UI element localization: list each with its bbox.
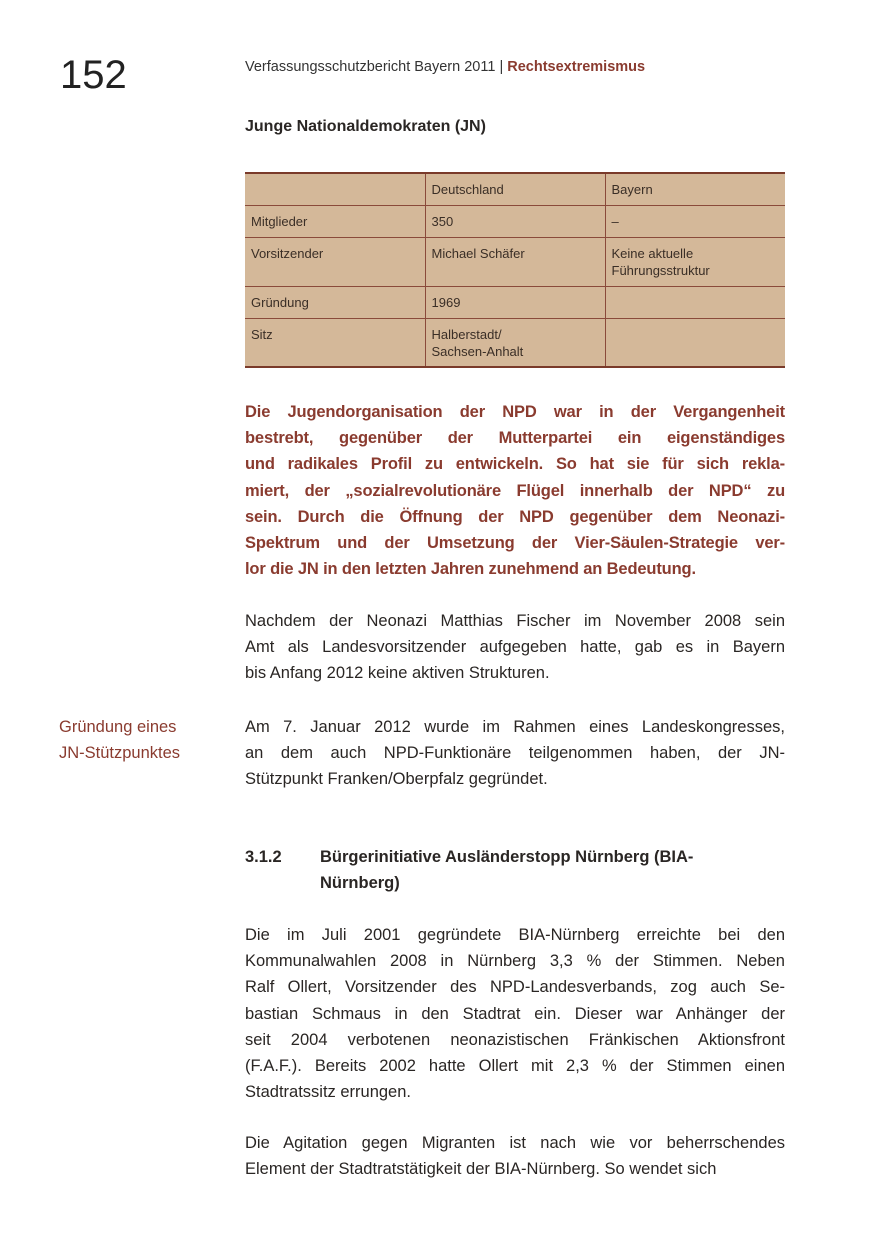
- table-cell: Bayern: [605, 173, 785, 205]
- page-number: 152: [60, 53, 127, 97]
- paragraph-line: Die im Juli 2001 gegründete BIA-Nürnberg erreichte bei den: [245, 926, 785, 944]
- table-cell: Gründung: [245, 286, 425, 318]
- subsection-title: Junge Nationaldemokraten (JN): [245, 118, 486, 135]
- paragraph-line: Nachdem der Neonazi Matthias Fischer im November 2008 sein: [245, 612, 785, 630]
- paragraph-line: Am 7. Januar 2012 wurde im Rahmen eines Landeskongresses,: [245, 718, 785, 736]
- table-cell: 1969: [425, 286, 605, 318]
- section-title: Nürnberg): [320, 874, 400, 892]
- table-cell: Vorsitzender: [245, 237, 425, 286]
- table-row: [245, 237, 785, 286]
- table-cell: Halberstadt/ Sachsen-Anhalt: [425, 318, 605, 367]
- paragraph-line: an dem auch NPD-Funktionäre teilgenommen haben, der JN-: [245, 744, 785, 763]
- intro-paragraph-line: und radikales Profil zu entwickeln. So hat sie für sich rekla-: [245, 455, 785, 474]
- margin-note: Gründung eines: [59, 718, 177, 736]
- table-row: [245, 286, 785, 318]
- section-name: Rechtsextremismus: [507, 59, 646, 75]
- paragraph-line: bastian Schmaus in den Stadtrat ein. Dieser war Anhänger der: [245, 1004, 785, 1023]
- header-separator: |: [499, 59, 504, 75]
- paragraph-line: Stadtratssitz errungen.: [245, 1083, 411, 1102]
- paragraph-line: (F.A.F.). Bereits 2002 hatte Ollert mit 2,3 % der Stimmen einen: [245, 1057, 785, 1075]
- section-title: Bürgerinitiative Ausländerstopp Nürnberg (BIA-: [320, 848, 694, 866]
- paragraph-line: Ralf Ollert, Vorsitzender des NPD-Landesverbands, zog auch Se-: [245, 978, 785, 997]
- table-cell: Keine aktuelle Führungsstruktur: [605, 237, 785, 286]
- table-cell: –: [605, 205, 785, 237]
- running-header: [245, 57, 645, 77]
- intro-paragraph-line: Spektrum und der Umsetzung der Vier-Säulen-Strategie ver-: [245, 534, 785, 552]
- paragraph-line: Element der Stadtratstätigkeit der BIA-Nürnberg. So wendet sich: [245, 1160, 717, 1179]
- intro-paragraph-line: Die Jugendorganisation der NPD war in der Vergangenheit: [245, 403, 785, 421]
- paragraph-line: Kommunalwahlen 2008 in Nürnberg 3,3 % der Stimmen. Neben: [245, 952, 785, 971]
- intro-paragraph-line: bestrebt, gegenüber der Mutterpartei ein eigenständiges: [245, 429, 785, 448]
- intro-paragraph-line: sein. Durch die Öffnung der NPD gegenüber dem Neonazi-: [245, 507, 785, 526]
- section-number: 3.1.2: [245, 848, 282, 866]
- paragraph-line: bis Anfang 2012 keine aktiven Strukturen.: [245, 664, 550, 683]
- table-row: [245, 318, 785, 367]
- table-cell: [605, 318, 785, 367]
- table-cell: Deutschland: [425, 173, 605, 205]
- table-row: [245, 205, 785, 237]
- table-cell: 350: [425, 205, 605, 237]
- table-header-row: [245, 173, 785, 205]
- paragraph-line: seit 2004 verbotenen neonazistischen Fränkischen Aktionsfront: [245, 1030, 785, 1049]
- table-cell: Michael Schäfer: [425, 237, 605, 286]
- running-title: Verfassungsschutzbericht Bayern 2011: [245, 59, 496, 75]
- margin-note: JN-Stützpunktes: [59, 744, 181, 762]
- intro-paragraph-line: miert, der „sozialrevolutionäre Flügel innerhalb der NPD“ zu: [245, 481, 785, 500]
- table-cell: Mitglieder: [245, 205, 425, 237]
- table-cell: [245, 173, 425, 205]
- paragraph-line: Stützpunkt Franken/Oberpfalz gegründet.: [245, 770, 548, 789]
- paragraph-line: Die Agitation gegen Migranten ist nach wie vor beherrschendes: [245, 1134, 785, 1152]
- table-cell: Sitz: [245, 318, 425, 367]
- jn-facts-table: [245, 172, 785, 368]
- intro-paragraph-line: lor die JN in den letzten Jahren zunehmend an Bedeutung.: [245, 560, 696, 579]
- table-cell: [605, 286, 785, 318]
- paragraph-line: Amt als Landesvorsitzender aufgegeben hatte, gab es in Bayern: [245, 638, 785, 657]
